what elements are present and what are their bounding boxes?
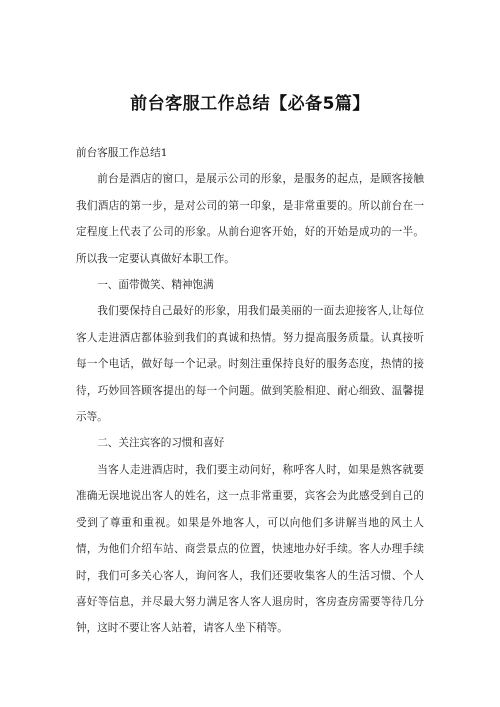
subheading-paragraph: 二、关注宾客的习惯和喜好 — [97, 437, 225, 450]
body-paragraph: 前台是酒店的窗口，是展示公司的形象，是服务的起点，是顾客接触我们酒店的第一步，是对公司的第一印象，是非常重要的。所以前台在一定程度上代表了公司的形象。从前台迎客开始，好的开始是成功的一半。所以我一定要认真做好本职工作。 — [76, 173, 424, 265]
document-body — [76, 140, 424, 642]
section-heading: 前台客服工作总结1 — [76, 147, 168, 159]
body-paragraph: 我们要保持自己最好的形象，用我们最美丽的一面去迎接客人,让每位客人走进酒店都体验到我们的真诚和热情。努力提高服务质量。认真接听每一个电话，做好每一个记录。时刻注重保持良好的服务态度，热情的接待，巧妙回答顾客提出的每一个问题。做到笑脸相迎、耐心细致、温馨提示等。 — [76, 305, 424, 424]
body-paragraph: 当客人走进酒店时，我们要主动问好，称呼客人时，如果是熟客就要准确无误地说出客人的姓名，这一点非常重要，宾客会为此感受到自己的受到了尊重和重视。如果是外地客人，可以向他们多讲解当地的风土人情，为他们介绍车站、商尝景点的位置，快速地办好手续。客人办理手续时，我们可多关心客人，询问客人，我们还要收集客人的生活习惯、个人喜好等信息，并尽最大努力满足客人客人退房时，客房查房需要等待几分钟，这时不要让客人站着，请客人坐下稍等。 — [76, 463, 424, 635]
subheading-paragraph: 一、面带微笑、精神饱满 — [97, 279, 214, 292]
document-title: 前台客服工作总结【必备5篇】 — [130, 94, 370, 114]
